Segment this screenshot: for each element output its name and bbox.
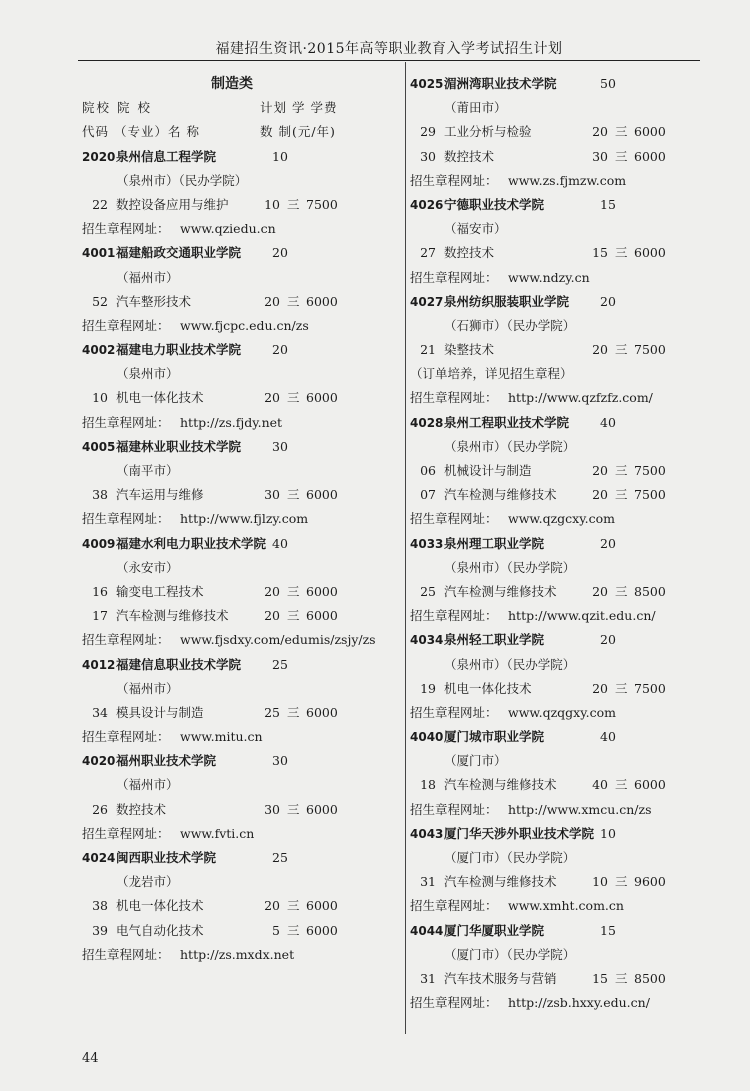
major-name: 电气自动化技术 [116, 922, 204, 938]
school-row [410, 532, 710, 556]
major-fee: 7500 [634, 487, 666, 503]
school-code: 4005 [82, 439, 116, 454]
school-code: 4009 [82, 536, 116, 551]
school-url[interactable]: http://www.xmcu.cn/zs [508, 801, 652, 817]
school-row [410, 290, 710, 314]
major-quota: 40 [592, 777, 608, 793]
major-code: 17 [92, 608, 108, 624]
school-location: （泉州市）（民办学院） [444, 559, 576, 575]
url-label: 招生章程网址： [410, 898, 498, 914]
school-location-row [82, 362, 382, 386]
school-code: 4026 [410, 197, 444, 212]
major-quota: 10 [592, 874, 608, 890]
major-fee: 6000 [634, 124, 666, 140]
school-url-row [410, 894, 710, 918]
major-quota: 15 [592, 245, 608, 261]
school-location-row [410, 846, 710, 870]
url-label: 招生章程网址： [82, 511, 170, 527]
school-row [82, 532, 382, 556]
major-quota: 20 [592, 680, 608, 696]
major-name: 汽车检测与维修技术 [444, 777, 557, 793]
url-label: 招生章程网址： [410, 801, 498, 817]
major-quota: 30 [264, 801, 280, 817]
school-location: （厦门市）（民办学院） [444, 850, 576, 865]
school-name: 湄洲湾职业技术学院 [444, 76, 557, 91]
school-note: （订单培养，详见招生章程） [410, 366, 573, 382]
school-row [82, 749, 382, 773]
school-location: （福安市） [444, 221, 507, 237]
school-code: 4001 [82, 246, 116, 261]
left-column [82, 72, 382, 967]
school-quota: 40 [272, 535, 288, 551]
school-quota: 25 [272, 656, 288, 672]
major-fee: 7500 [634, 680, 666, 696]
major-name: 工业分析与检验 [444, 124, 532, 140]
major-code: 06 [420, 463, 436, 478]
school-url[interactable]: http://www.qzfzfz.com/ [508, 390, 653, 406]
major-row [410, 483, 710, 507]
major-code: 16 [92, 583, 108, 599]
major-quota: 30 [264, 487, 280, 503]
school-quota: 10 [272, 148, 288, 164]
school-quota: 15 [600, 196, 616, 212]
major-fee: 6000 [634, 245, 666, 261]
major-years: 三 [287, 608, 300, 624]
page-header: 福建招生资讯·2015年高等职业教育入学考试招生计划 [215, 41, 563, 57]
major-fee: 6000 [306, 487, 338, 503]
url-label: 招生章程网址： [410, 390, 498, 406]
major-quota: 20 [592, 463, 608, 478]
major-code: 38 [92, 487, 108, 503]
school-location: （厦门市） [444, 753, 507, 769]
school-quota: 15 [600, 922, 616, 938]
major-fee: 6000 [634, 777, 666, 793]
school-row [410, 822, 710, 846]
school-name: 福建电力职业技术学院 [116, 342, 242, 358]
major-fee: 6000 [306, 293, 338, 309]
major-quota: 20 [264, 898, 280, 914]
major-code: 07 [420, 487, 436, 503]
school-url-row [82, 943, 382, 967]
major-row [82, 798, 382, 822]
major-row [410, 241, 710, 265]
major-row [410, 967, 710, 991]
school-quota: 20 [600, 535, 616, 551]
major-code: 38 [92, 898, 108, 914]
major-years: 三 [287, 487, 300, 503]
major-row [410, 580, 710, 604]
major-years: 三 [287, 583, 300, 599]
major-quota: 25 [264, 704, 280, 720]
url-label: 招生章程网址： [82, 946, 170, 962]
major-name: 数控技术 [444, 245, 495, 261]
major-row [82, 919, 382, 943]
major-quota: 20 [592, 583, 608, 599]
school-url[interactable]: www.fjsdxy.com/edumis/zsjy/zs [180, 632, 376, 648]
major-code: 18 [420, 777, 436, 793]
major-code: 19 [420, 680, 436, 696]
school-url[interactable]: http://zs.mxdx.net [180, 946, 295, 962]
school-code: 4044 [410, 923, 444, 938]
major-name: 汽车检测与维修技术 [444, 583, 557, 599]
school-url[interactable]: www.mitu.cn [180, 729, 263, 745]
school-name: 泉州工程职业技术学院 [444, 414, 570, 430]
school-location-row [410, 96, 710, 120]
table-header-code-name: 代码 （专业）名 称 [82, 124, 200, 140]
major-years: 三 [615, 342, 628, 358]
school-location: （福州市） [116, 680, 179, 696]
school-row [410, 725, 710, 749]
school-url-row [410, 266, 710, 290]
table-header-row-1 [82, 96, 382, 120]
major-code: 31 [420, 970, 436, 986]
url-label: 招生章程网址： [82, 825, 170, 841]
major-row [82, 483, 382, 507]
major-name: 数控技术 [116, 801, 167, 817]
school-location: （泉州市）（民办学院） [116, 172, 248, 188]
major-row [410, 459, 710, 483]
school-code: 4012 [82, 657, 116, 672]
school-url-row [410, 701, 710, 725]
major-fee: 7500 [634, 463, 666, 478]
major-years: 三 [287, 801, 300, 817]
major-row [82, 580, 382, 604]
major-quota: 5 [272, 922, 280, 938]
major-code: 29 [420, 124, 436, 140]
major-name: 机电一体化技术 [444, 680, 532, 696]
school-name: 福州职业技术学院 [116, 753, 217, 769]
major-row [82, 604, 382, 628]
school-url[interactable]: www.qzqgxy.com [508, 704, 616, 720]
major-name: 机电一体化技术 [116, 390, 204, 406]
school-name: 厦门华厦职业学院 [444, 922, 545, 938]
school-url-row [82, 725, 382, 749]
school-code: 4027 [410, 294, 444, 309]
school-url-row [82, 507, 382, 531]
school-name: 福建水利电力职业技术学院 [116, 535, 267, 551]
right-column [410, 72, 710, 1015]
url-label: 招生章程网址： [82, 632, 170, 648]
school-url[interactable]: http://zs.fjdy.net [180, 414, 283, 430]
school-name: 厦门华天涉外职业技术学院 [444, 825, 595, 841]
school-url-row [410, 991, 710, 1015]
major-quota: 20 [592, 487, 608, 503]
school-code: 4024 [82, 851, 116, 865]
school-code: 4028 [410, 415, 444, 430]
url-label: 招生章程网址： [82, 729, 170, 745]
school-quota: 20 [272, 342, 288, 358]
school-row [410, 919, 710, 943]
major-years: 三 [615, 487, 628, 503]
school-name: 泉州轻工职业学院 [444, 632, 545, 648]
school-quota: 25 [272, 850, 288, 865]
school-location: （泉州市）（民办学院） [444, 438, 576, 454]
major-name: 汽车运用与维修 [116, 487, 204, 503]
url-label: 招生章程网址： [410, 704, 498, 720]
school-quota: 10 [600, 825, 616, 841]
school-name: 泉州理工职业学院 [444, 535, 545, 551]
major-name: 汽车技术服务与营销 [444, 970, 557, 986]
major-name: 汽车整形技术 [116, 293, 192, 309]
school-location-row [410, 314, 710, 338]
school-row [82, 653, 382, 677]
school-name: 泉州纺织服装职业学院 [444, 293, 570, 309]
major-years: 三 [615, 970, 628, 986]
school-location-row [410, 653, 710, 677]
major-fee: 6000 [306, 704, 338, 720]
major-years: 三 [287, 704, 300, 720]
major-code: 27 [420, 245, 436, 261]
major-fee: 6000 [306, 801, 338, 817]
major-years: 三 [287, 196, 300, 212]
school-code: 4020 [82, 754, 116, 769]
major-row [82, 701, 382, 725]
major-years: 三 [615, 124, 628, 140]
school-location-row [82, 556, 382, 580]
major-fee: 6000 [634, 148, 666, 164]
major-fee: 9600 [634, 874, 666, 890]
major-fee: 6000 [306, 898, 338, 914]
major-name: 数控技术 [444, 148, 495, 164]
major-years: 三 [615, 245, 628, 261]
major-fee: 6000 [306, 922, 338, 938]
column-divider [405, 62, 406, 1034]
school-url[interactable]: www.ndzy.cn [508, 269, 590, 285]
school-name: 厦门城市职业学院 [444, 729, 545, 745]
school-code: 4002 [82, 343, 116, 358]
major-name: 汽车检测与维修技术 [444, 874, 557, 890]
school-location-row [410, 556, 710, 580]
school-row [82, 145, 382, 169]
school-name: 宁德职业技术学院 [444, 196, 545, 212]
major-name: 机械设计与制造 [444, 463, 532, 478]
school-quota: 30 [272, 438, 288, 454]
school-url[interactable]: www.fjcpc.edu.cn/zs [180, 317, 309, 333]
major-years: 三 [615, 463, 628, 478]
major-years: 三 [615, 148, 628, 164]
major-row [410, 120, 710, 144]
school-quota: 30 [272, 753, 288, 769]
major-years: 三 [615, 680, 628, 696]
major-name: 输变电工程技术 [116, 583, 204, 599]
school-row [410, 411, 710, 435]
major-years: 三 [287, 922, 300, 938]
header-rule [78, 60, 700, 61]
major-name: 机电一体化技术 [116, 898, 204, 914]
school-url-row [82, 628, 382, 652]
major-code: 10 [92, 390, 108, 406]
school-url[interactable]: www.qzgcxy.com [508, 511, 615, 527]
major-name: 模具设计与制造 [116, 704, 204, 720]
school-location: （龙岩市） [116, 874, 179, 890]
school-row [82, 338, 382, 362]
table-header-count-duration: 数 制(元/年) [260, 124, 336, 140]
major-code: 26 [92, 801, 108, 817]
major-code: 31 [420, 874, 436, 890]
school-url[interactable]: www.xmht.com.cn [508, 898, 624, 914]
school-location: （永安市） [116, 559, 179, 575]
school-location: （福州市） [116, 777, 179, 793]
school-url[interactable]: www.qziedu.cn [180, 221, 276, 237]
school-code: 4043 [410, 826, 444, 841]
major-quota: 15 [592, 970, 608, 986]
major-quota: 20 [264, 293, 280, 309]
major-row [82, 290, 382, 314]
major-code: 30 [420, 148, 436, 164]
major-years: 三 [615, 583, 628, 599]
major-row [410, 677, 710, 701]
url-label: 招生章程网址： [410, 511, 498, 527]
school-location: （厦门市）（民办学院） [444, 946, 576, 962]
url-label: 招生章程网址： [410, 172, 498, 188]
major-code: 21 [420, 342, 436, 358]
table-header-row-2 [82, 120, 382, 144]
school-location: （莆田市） [444, 100, 507, 116]
school-location: （南平市） [116, 463, 179, 478]
school-code: 2020 [82, 149, 116, 164]
major-years: 三 [287, 390, 300, 406]
major-quota: 20 [592, 124, 608, 140]
school-quota: 50 [600, 76, 616, 91]
page-number: 44 [82, 1051, 99, 1066]
major-fee: 6000 [306, 583, 338, 599]
url-label: 招生章程网址： [410, 269, 498, 285]
school-name: 闽西职业技术学院 [116, 850, 217, 865]
school-location: （泉州市）（民办学院） [444, 656, 576, 672]
school-name: 泉州信息工程学院 [116, 148, 217, 164]
school-row [82, 846, 382, 870]
school-row [82, 435, 382, 459]
school-name: 福建林业职业技术学院 [116, 438, 242, 454]
major-quota: 20 [264, 608, 280, 624]
school-url-row [82, 411, 382, 435]
major-row [410, 870, 710, 894]
school-quota: 20 [600, 293, 616, 309]
major-code: 34 [92, 704, 108, 720]
major-quota: 20 [264, 390, 280, 406]
url-label: 招生章程网址： [410, 608, 498, 624]
major-years: 三 [287, 293, 300, 309]
school-url-row [410, 507, 710, 531]
school-location-row [82, 677, 382, 701]
school-row [410, 72, 710, 96]
school-url-row [410, 798, 710, 822]
school-url[interactable]: www.fvti.cn [180, 825, 255, 841]
school-location: （福州市） [116, 269, 179, 285]
major-name: 汽车检测与维修技术 [116, 608, 229, 624]
school-code: 4033 [410, 536, 444, 551]
major-name: 数控设备应用与维护 [116, 196, 229, 212]
url-label: 招生章程网址： [82, 221, 170, 237]
table-header-school: 院校 院 校 [82, 100, 152, 116]
school-location: （石狮市）（民办学院） [444, 317, 576, 333]
major-fee: 7500 [306, 196, 338, 212]
url-label: 招生章程网址： [82, 414, 170, 430]
school-location-row [82, 773, 382, 797]
major-fee: 6000 [306, 608, 338, 624]
url-label: 招生章程网址： [82, 317, 170, 333]
major-row [82, 193, 382, 217]
url-label: 招生章程网址： [410, 995, 498, 1011]
school-quota: 40 [600, 729, 616, 745]
school-location-row [82, 870, 382, 894]
major-row [410, 773, 710, 797]
major-years: 三 [615, 874, 628, 890]
major-fee: 7500 [634, 342, 666, 358]
school-location-row [410, 217, 710, 241]
school-location: （泉州市） [116, 366, 179, 382]
major-row [410, 338, 710, 362]
section-title: 制造类 [211, 76, 253, 92]
major-years: 三 [615, 777, 628, 793]
school-quota: 20 [600, 632, 616, 648]
school-url[interactable]: http://www.qzit.edu.cn/ [508, 608, 656, 624]
major-row [410, 145, 710, 169]
school-url-row [410, 604, 710, 628]
major-code: 22 [92, 196, 108, 212]
school-row [82, 241, 382, 265]
table-header-quota-years-fee: 计划 学 学费 [260, 100, 338, 116]
school-url-row [410, 386, 710, 410]
school-url-row [82, 217, 382, 241]
major-name: 汽车检测与维修技术 [444, 487, 557, 503]
school-location-row [410, 749, 710, 773]
major-quota: 30 [592, 148, 608, 164]
major-code: 39 [92, 922, 108, 938]
school-code: 4034 [410, 633, 444, 648]
major-quota: 20 [264, 583, 280, 599]
school-location-row [410, 435, 710, 459]
school-code: 4040 [410, 730, 444, 745]
major-fee: 8500 [634, 583, 666, 599]
school-quota: 20 [272, 245, 288, 261]
school-code: 4025 [410, 77, 444, 91]
major-quota: 20 [592, 342, 608, 358]
major-code: 25 [420, 583, 436, 599]
school-url[interactable]: www.zs.fjmzw.com [508, 172, 627, 188]
school-url[interactable]: http://zsb.hxxy.edu.cn/ [508, 995, 650, 1011]
major-quota: 10 [264, 196, 280, 212]
school-url-row [82, 314, 382, 338]
school-url-row [82, 822, 382, 846]
school-quota: 40 [600, 414, 616, 430]
school-row [410, 193, 710, 217]
school-row [410, 628, 710, 652]
major-name: 染整技术 [444, 342, 495, 358]
major-fee: 8500 [634, 970, 666, 986]
major-row [82, 894, 382, 918]
school-name: 福建船政交通职业学院 [116, 245, 242, 261]
major-years: 三 [287, 898, 300, 914]
school-location-row [82, 266, 382, 290]
school-note-row [410, 362, 710, 386]
school-location-row [410, 943, 710, 967]
major-row [82, 386, 382, 410]
school-url-row [410, 169, 710, 193]
major-fee: 6000 [306, 390, 338, 406]
major-code: 52 [92, 293, 108, 309]
school-name: 福建信息职业技术学院 [116, 656, 242, 672]
school-location-row [82, 459, 382, 483]
school-location-row [82, 169, 382, 193]
school-url[interactable]: http://www.fjlzy.com [180, 511, 309, 527]
